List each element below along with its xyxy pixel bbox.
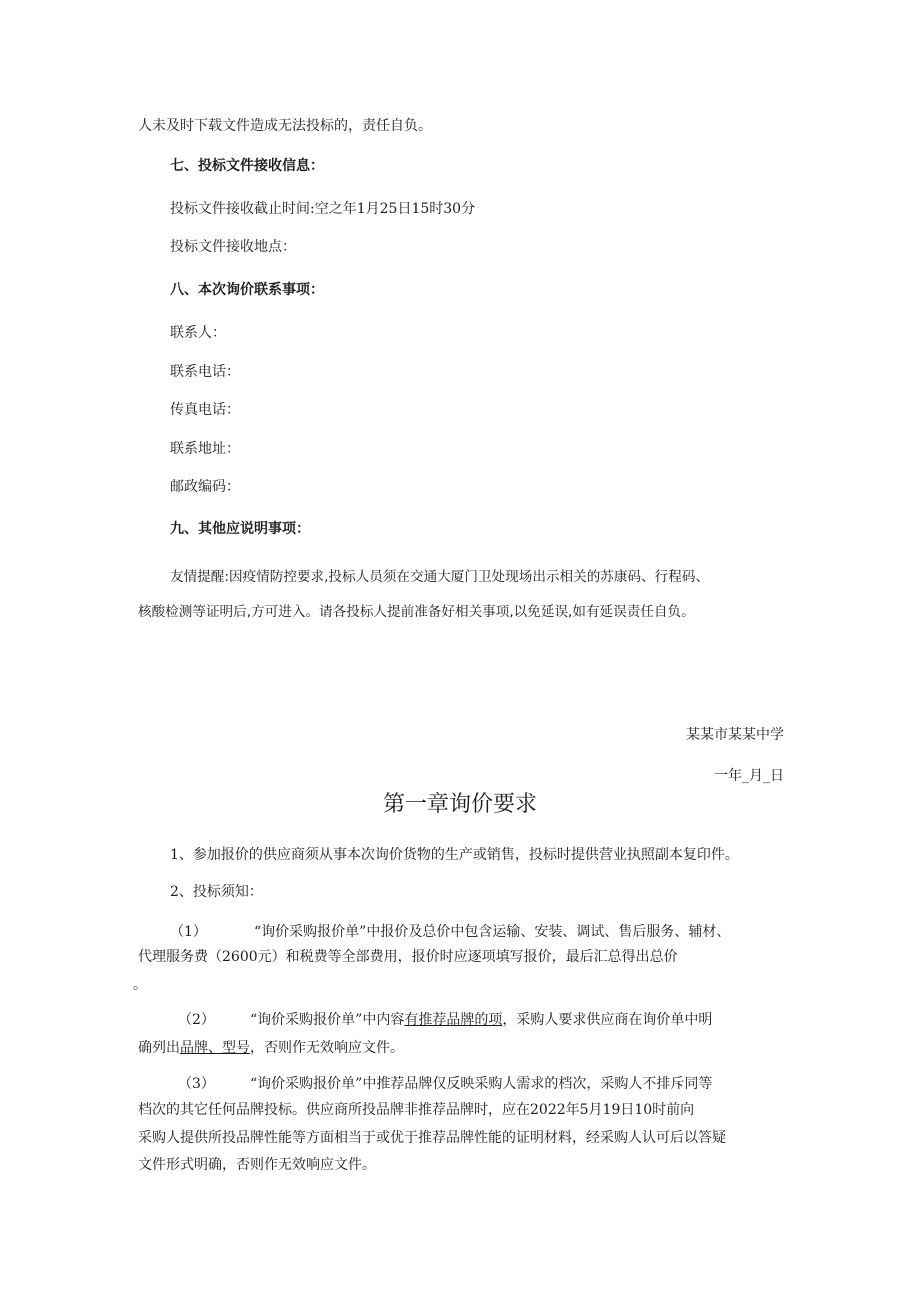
reminder-line-2: 核酸检测等证明后,方可进入。请各投标人提前准备好相关事项,以免延误,如有延误责任自负。 bbox=[138, 604, 695, 620]
sub1-label: （1） bbox=[170, 924, 207, 940]
issuer-name: 某某市某某中学 bbox=[686, 727, 784, 743]
date-placeholder: 一年_月_日 bbox=[714, 768, 784, 784]
sub1-line-1: “询价采购报价单”中报价及总价中包含运输、安装、调试、售后服务、辅材、 bbox=[254, 924, 731, 940]
sub2-line-2-end: ，否则作无效响应文件。 bbox=[250, 1040, 404, 1056]
postal-code-line: 邮政编码： bbox=[170, 479, 240, 495]
contact-person: 联系人： bbox=[170, 325, 226, 341]
contact-phone: 联系电话： bbox=[170, 364, 240, 380]
sub2-brand-model-text: 品牌、型号 bbox=[180, 1040, 250, 1056]
sub1-line-2: 代理服务费（2600元）和税费等全部费用，报价时应逐项填写报价，最后汇总得出总价 bbox=[138, 949, 678, 965]
sub3-line-1: “询价采购报价单”中推荐品牌仅反映采购人需求的档次，采购人不排斥同等 bbox=[250, 1076, 713, 1092]
section7-title: 七、投标文件接收信息： bbox=[170, 158, 324, 174]
continued-text: 人未及时下载文件造成无法投标的，责任自负。 bbox=[138, 118, 432, 134]
reminder-line-1: 友情提醒:因疫情防控要求,投标人员须在交通大厦门卫处现场出示相关的苏康码、行程码、 bbox=[170, 569, 710, 585]
sub1-line-3: 。 bbox=[133, 977, 147, 993]
fax-line: 传真电话： bbox=[170, 402, 240, 418]
address-line: 联系地址： bbox=[170, 441, 240, 457]
section9-title: 九、其他应说明事项： bbox=[170, 521, 310, 537]
section8-title: 八、本次询价联系事项： bbox=[170, 282, 324, 298]
sub2-label: （2） bbox=[178, 1012, 215, 1028]
requirement-item-1: 1、参加报价的供应商须从事本次询价货物的生产或销售，投标时提供营业执照副本复印件。 bbox=[170, 847, 739, 863]
sub2-line-1-end: ，采购人要求供应商在询价单中明 bbox=[502, 1012, 713, 1028]
sub2-line-2-start: 确列出 bbox=[138, 1040, 180, 1056]
location-line: 投标文件接收地点： bbox=[170, 239, 296, 255]
deadline-line: 投标文件接收截止时间:空之年1月25日15时30分 bbox=[170, 201, 476, 217]
sub3-label: （3） bbox=[178, 1076, 215, 1092]
requirement-item-2: 2、投标须知： bbox=[170, 884, 263, 900]
chapter-title: 第一章询价要求 bbox=[382, 792, 537, 817]
sub3-line-3: 采购人提供所投品牌性能等方面相当于或优于推荐品牌性能的证明材料，经采购人认可后以答疑 bbox=[138, 1130, 726, 1146]
sub3-line-4: 文件形式明确，否则作无效响应文件。 bbox=[138, 1157, 376, 1173]
sub2-underlined-text: 有推荐品牌的项 bbox=[404, 1012, 503, 1028]
sub2-line-1-start: “询价采购报价单”中内容 bbox=[250, 1012, 405, 1028]
sub3-line-2: 档次的其它任何品牌投标。供应商所投品牌非推荐品牌时，应在2022年5月19日10时前向 bbox=[138, 1102, 695, 1118]
sub2-line-1 bbox=[250, 1011, 712, 1029]
sub2-line-2 bbox=[138, 1039, 404, 1057]
